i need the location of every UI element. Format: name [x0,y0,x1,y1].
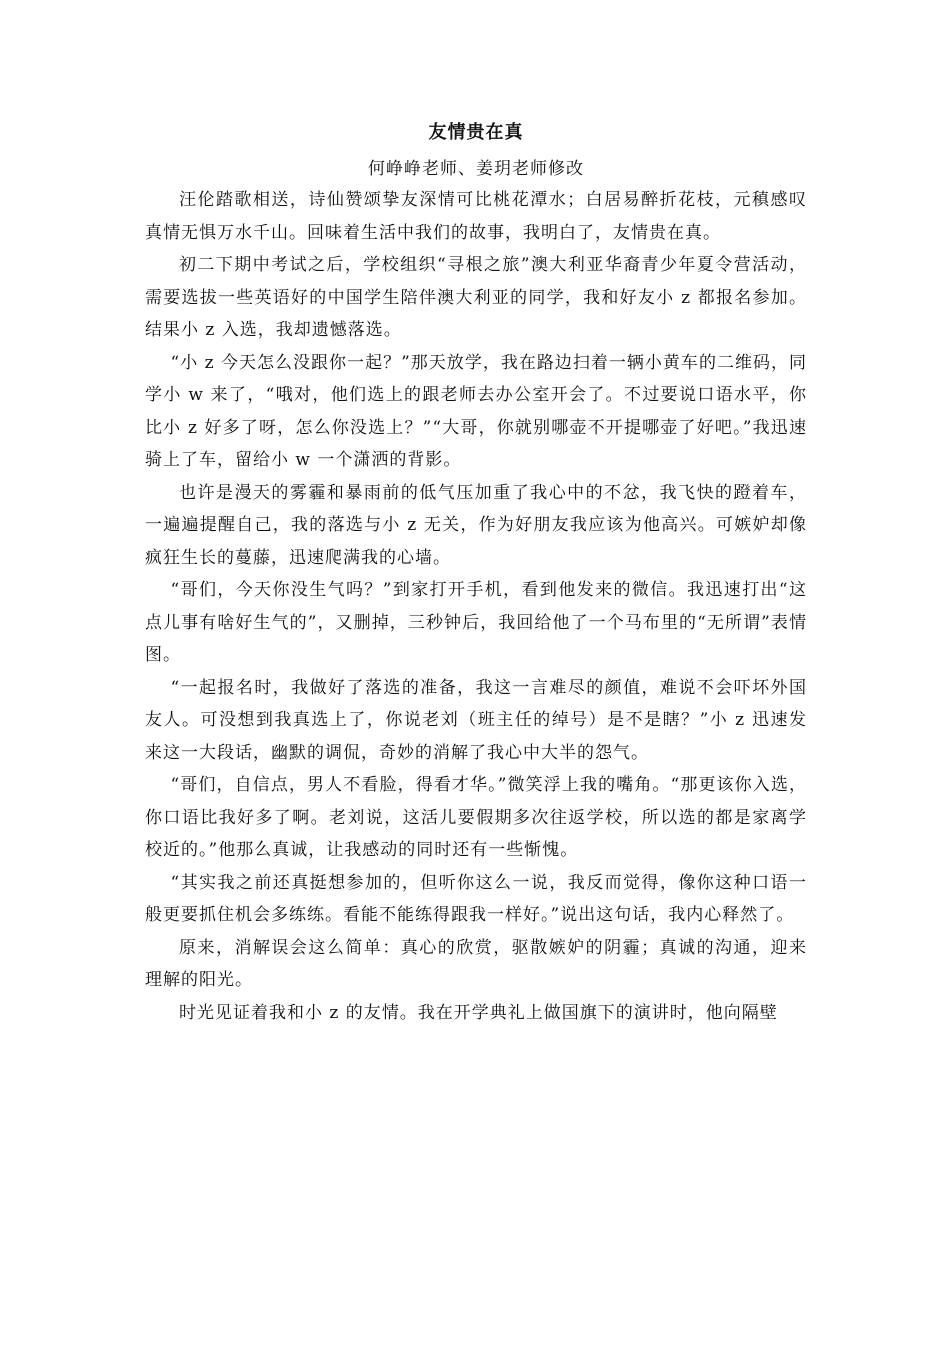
document-body [145,184,807,1029]
paragraph-10: 时光见证着我和小 z 的友情。我在开学典礼上做国旗下的演讲时，他向隔壁 [179,1002,778,1023]
document-subtitle: 何峥峥老师、姜玥老师修改 [368,159,584,179]
paragraph-7: “哥们，自信点，男人不看脸，得看才华。”微笑浮上我的嘴角。“那更该你入选，你口语比我好多了啊。老刘说，这活儿要假期多次往返学校，所以选的都是家离学校近的。”他那么真诚，让我感动的同时还有一些惭愧。 [145,775,807,860]
paragraph-3: “小 z 今天怎么没跟你一起？”那天放学，我在路边扫着一辆小黄车的二维码，同学小 w 来了，“哦对，他们选上的跟老师去办公室开会了。不过要说口语水平，你比小 z 好多了呀，怎么你没选上？”“大哥，你就别哪壶不开提哪壶了好吧。”我迅速骑上了车，留给小 w 一个潇洒的背影。 [145,352,807,470]
paragraph-4: 也许是漫天的雾霾和暴雨前的低气压加重了我心中的不忿，我飞快的蹬着车，一遍遍提醒自己，我的落选与小 z 无关，作为好朋友我应该为他高兴。可嫉妒却像疯狂生长的蔓藤，迅速爬满我的心墙。 [145,482,807,568]
document-page [145,118,807,1029]
paragraph-1: 汪伦踏歌相送，诗仙赞颂挚友深情可比桃花潭水；白居易醉折花枝，元稹感叹真情无惧万水千山。回味着生活中我们的故事，我明白了，友情贵在真。 [145,190,807,243]
paragraph-6: “一起报名时，我做好了落选的准备，我这一言难尽的颜值，难说不会吓坏外国友人。可没想到我真选上了，你说老刘（班主任的绰号）是不是瞎？”小 z 迅速发来这一大段话，幽默的调侃，奇妙的消解了我心中大半的怨气。 [145,677,807,763]
paragraph-9: 原来，消解误会这么简单：真心的欣赏，驱散嫉妒的阴霾；真诚的沟通，迎来理解的阳光。 [145,937,807,990]
paragraph-2: 初二下期中考试之后，学校组织“寻根之旅”澳大利亚华裔青少年夏令营活动，需要选拔一些英语好的中国学生陪伴澳大利亚的同学，我和好友小 z 都报名参加。结果小 z 入选，我却遗憾落选。 [145,255,807,340]
paragraph-8: “其实我之前还真挺想参加的，但听你这么一说，我反而觉得，像你这种口语一般更要抓住机会多练练。看能不能练得跟我一样好。”说出这句话，我内心释然了。 [145,872,807,925]
document-title: 友情贵在真 [428,122,524,143]
paragraph-5: “哥们，今天你没生气吗？”到家打开手机，看到他发来的微信。我迅速打出“这点儿事有啥好生气的”，又删掉，三秒钟后，我回给他了一个马布里的“无所谓”表情图。 [145,580,807,665]
